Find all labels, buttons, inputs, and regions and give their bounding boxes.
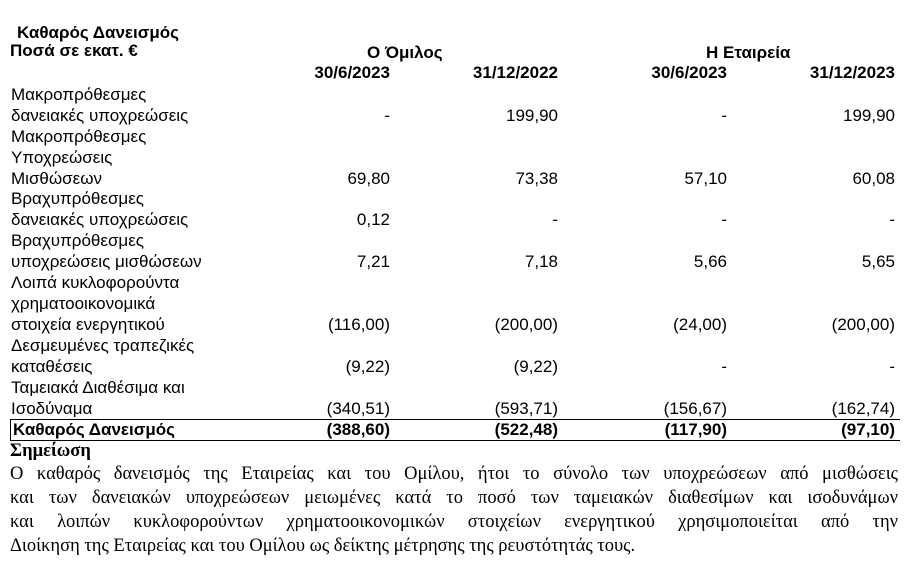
total-label: Καθαρός Δανεισμός [13,420,175,439]
row-label-line: καταθέσεις [11,357,93,376]
note-line: Διοίκηση της Εταιρείας και του Ομίλου ως δείκτης μέτρησης της ρευστότητάς τους. [10,536,636,556]
cell-value: 60,08 [852,169,895,188]
row-label-line: Βραχυπρόθεσμες [11,189,145,208]
cell-value: - [721,210,727,229]
note-heading: Σημείωση [10,441,91,461]
cell-value: (200,00) [494,315,558,334]
date-header-company-2023b: 31/12/2023 [809,63,895,82]
note-line: και λοιπών κυκλοφορούντων χρηματοοικονομικών στοιχείων ενεργητικού χρησιμοποιείται από την [10,512,898,532]
table-border-left [10,419,11,441]
row-label-line: δανειακές υποχρεώσεις [11,106,189,125]
table-title: Καθαρός Δανεισμός [17,23,179,42]
cell-value: (9,22) [345,357,390,376]
row-label-line: Λοιπά κυκλοφορούντα [11,273,180,292]
total-value: (117,90) [664,420,727,439]
cell-value: (593,71) [494,399,558,418]
cell-value: (156,67) [663,399,727,418]
total-value: (388,60) [326,420,390,439]
row-label-line: υποχρεώσεις μισθώσεων [11,252,202,271]
cell-value: - [721,106,727,125]
total-value: (522,48) [494,420,558,439]
row-label-line: Μισθώσεων [11,169,103,188]
row-label-line: Υποχρεώσεις [11,148,113,167]
row-label-line: Βραχυπρόθεσμες [11,231,145,250]
group-header: Ο Όμιλος [367,43,443,62]
cell-value: (200,00) [831,315,895,334]
cell-value: - [552,210,558,229]
row-label-line: Μακροπρόθεσμες [11,127,147,146]
date-header-group-2023: 30/6/2023 [314,63,390,82]
cell-value: 7,21 [356,252,390,271]
row-label-line: στοιχεία ενεργητικού [11,315,165,334]
cell-value: 199,90 [843,106,895,125]
cell-value: 7,18 [524,252,558,271]
cell-value: 5,65 [861,252,895,271]
cell-value: 69,80 [347,169,390,188]
row-label-line: δανειακές υποχρεώσεις [11,210,189,229]
cell-value: - [889,357,895,376]
note-line: Ο καθαρός δανεισμός της Εταιρείας και του Ομίλου, ήτοι το σύνολο των υποχρεώσεων από μισθώσεις [10,464,898,484]
total-value: (97,10) [841,420,895,439]
cell-value: (340,51) [326,399,390,418]
cell-value: 5,66 [693,252,727,271]
units-label: Ποσά σε εκατ. € [10,41,138,60]
company-header: Η Εταιρεία [706,43,791,62]
row-label-line: Ισοδύναμα [11,399,93,418]
cell-value: 199,90 [506,106,558,125]
date-header-company-2023: 30/6/2023 [651,63,727,82]
date-header-group-2022: 31/12/2022 [472,63,558,82]
cell-value: (9,22) [513,357,558,376]
cell-value: - [721,357,727,376]
row-label-line: Ταμειακά Διαθέσιμα και [11,378,185,397]
row-label-line: Δεσμευμένες τραπεζικές [11,336,195,355]
cell-value: (24,00) [673,315,727,334]
table-divider-bottom [10,440,900,441]
cell-value: - [889,210,895,229]
cell-value: 73,38 [515,169,558,188]
row-label-line: χρηματοοικονομικά [11,294,156,313]
cell-value: 57,10 [684,169,727,188]
cell-value: 0,12 [356,210,390,229]
cell-value: - [384,106,390,125]
cell-value: (162,74) [831,399,895,418]
note-line: και των δανειακών υποχρεώσεων μειωμένες κατά το ποσό των ταμειακών διαθεσίμων και ισοδυνάμων [10,488,898,508]
cell-value: (116,00) [327,315,390,334]
row-label-line: Μακροπρόθεσμες [11,85,147,104]
